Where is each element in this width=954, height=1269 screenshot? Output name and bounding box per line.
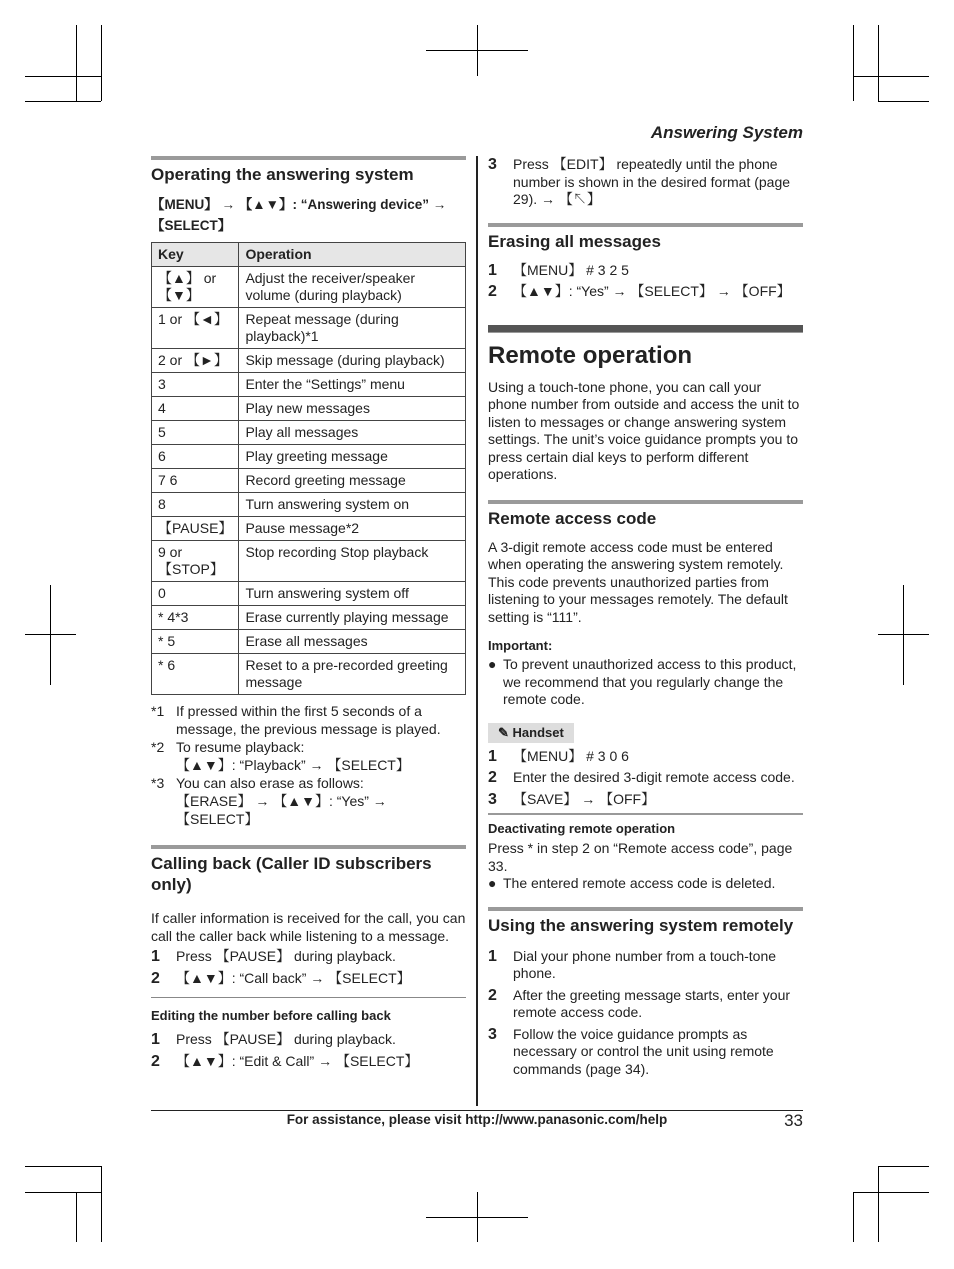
table-row (152, 308, 466, 349)
table-cell-key: 8 (152, 493, 239, 517)
table-cell-key: 1 or 【◄】 (152, 308, 239, 349)
table-cell-operation: Stop recording Stop playback (239, 541, 466, 582)
callback-intro: If caller information is received for the call, you can call the caller back while listening to a message. (151, 910, 466, 944)
step-number: 3 (488, 156, 497, 173)
deactivate-body: Press * in step 2 on “Remote access code”, page 33. (488, 840, 793, 874)
chapter-bar (488, 325, 803, 333)
section-bar (488, 500, 803, 504)
footnote-mark: *1 (151, 703, 165, 719)
important-label: Important: (488, 638, 553, 653)
subsection-rule (488, 813, 803, 815)
handset-tag (488, 723, 574, 743)
step-text: 【SAVE】 → 【OFF】 (513, 790, 656, 807)
bullet-text: The entered remote access code is deleted. (503, 875, 776, 891)
footnote (151, 774, 466, 792)
step-item (151, 1053, 466, 1071)
table-row (152, 654, 466, 695)
footnote-mark: *3 (151, 775, 165, 791)
table-row (152, 373, 466, 397)
code-body: A 3-digit remote access code must be entered when operating the answering system remotely. This code prevents unauthorized parties from listening to your messages remotely. The default setting is “111”. (488, 538, 788, 625)
step-item (488, 283, 803, 301)
table-header-key: Key (152, 243, 239, 267)
table-row (152, 606, 466, 630)
footnote-text: To resume playback: (176, 739, 305, 755)
step-text: Enter the desired 3-digit remote access code. (513, 769, 795, 785)
step-item (151, 948, 466, 966)
edit-step-3 (488, 156, 803, 209)
footer-rule (151, 1110, 803, 1111)
table-cell-operation: Play new messages (239, 397, 466, 421)
remote-intro: Using a touch-tone phone, you can call your phone number from outside and access the unit to listen to messages or change answering system settings. The unit’s voice guidance prompts you to press certain dial keys to perform different operations. (488, 378, 800, 482)
footer-text: For assistance, please visit http://www.panasonic.com/help (286, 1112, 668, 1127)
table-row (152, 493, 466, 517)
table-row (152, 397, 466, 421)
column-divider (476, 156, 478, 1106)
table-cell-key: 2 or 【►】 (152, 349, 239, 373)
table-row (152, 421, 466, 445)
step-item (488, 791, 803, 809)
subsection-title-edit: Editing the number before calling back (151, 1008, 391, 1023)
pencil-icon: ✎ (498, 724, 509, 740)
section-bar (488, 907, 803, 911)
menu-path-line: 【MENU】 → 【▲▼】: “Answering device” → (151, 197, 447, 212)
footnotes (151, 702, 466, 828)
running-header: Answering System (650, 123, 803, 142)
step-text: 【▲▼】: “Edit & Call” → 【SELECT】 (176, 1052, 419, 1069)
step-number: 1 (488, 947, 497, 965)
step-number: 2 (488, 769, 497, 786)
left-column (151, 156, 466, 1074)
table-cell-operation: Erase all messages (239, 630, 466, 654)
table-cell-operation: Turn answering system on (239, 493, 466, 517)
step-number: 2 (488, 283, 497, 300)
step-item (488, 987, 803, 1022)
table-row (152, 349, 466, 373)
table-cell-operation: Reset to a pre-recorded greeting message (239, 654, 466, 695)
step-item (488, 948, 803, 983)
footnote (151, 756, 466, 774)
table-row (152, 267, 466, 308)
menu-path (151, 194, 466, 236)
section-title-operating: Operating the answering system (151, 165, 414, 184)
table-cell-operation: Erase currently playing message (239, 606, 466, 630)
table-cell-operation: Record greeting message (239, 469, 466, 493)
step-number: 2 (488, 986, 497, 1004)
table-cell-operation: Pause message*2 (239, 517, 466, 541)
page-number: 33 (784, 1111, 803, 1130)
step-text: Follow the voice guidance prompts as necessary or control the unit using remote commands (page 34). (513, 1025, 774, 1077)
step-number: 3 (488, 1025, 497, 1043)
step-number: 2 (151, 969, 160, 987)
handset-tag-label: Handset (512, 724, 564, 740)
footnote (151, 738, 466, 756)
footnote-text: You can also erase as follows: (176, 775, 364, 791)
table-cell-key: 【PAUSE】 (152, 517, 239, 541)
table-cell-operation: Adjust the receiver/speaker volume (during playback) (239, 267, 466, 308)
table-cell-key: 0 (152, 582, 239, 606)
step-item (488, 1026, 803, 1079)
table-cell-operation: Turn answering system off (239, 582, 466, 606)
bullet-icon: ● (488, 656, 497, 672)
table-row (152, 630, 466, 654)
step-text: Press 【PAUSE】 during playback. (176, 948, 396, 964)
step-item (151, 1031, 466, 1049)
code-steps (488, 748, 803, 809)
table-header-operation: Operation (239, 243, 466, 267)
step-item (488, 748, 803, 766)
chapter-title: Remote operation (488, 341, 693, 369)
section-title-using: Using the answering system remotely (488, 915, 794, 935)
step-item (488, 262, 803, 280)
table-row (152, 582, 466, 606)
table-cell-key: 【▲】 or 【▼】 (152, 267, 239, 308)
right-column (488, 156, 803, 1082)
table-row (152, 469, 466, 493)
step-number: 2 (151, 1052, 160, 1070)
section-title-callback: Calling back (Caller ID subscribers only) (151, 854, 432, 894)
table-cell-key: * 6 (152, 654, 239, 695)
erase-steps (488, 262, 803, 301)
bullet-icon: ● (488, 875, 497, 891)
footnote-mark: *2 (151, 739, 165, 755)
table-row (152, 541, 466, 582)
subsection-title-deactivate: Deactivating remote operation (488, 821, 676, 836)
bullet-text: To prevent unauthorized access to this product, we recommend that you regularly change the remote code. (503, 656, 797, 707)
step-item (151, 970, 466, 988)
footnote-mark (151, 756, 176, 774)
edit-steps (151, 1031, 466, 1070)
table-cell-key: * 5 (152, 630, 239, 654)
footnote-text: 【ERASE】 → 【▲▼】: “Yes” → 【SELECT】 (176, 793, 387, 827)
deactivate-bullet (488, 875, 803, 893)
table-cell-operation: Enter the “Settings” menu (239, 373, 466, 397)
table-cell-key: 5 (152, 421, 239, 445)
step-number: 1 (488, 261, 497, 279)
step-text: After the greeting message starts, enter your remote access code. (513, 986, 791, 1020)
step-number: 1 (151, 1031, 160, 1048)
step-text: Press 【EDIT】 repeatedly until the phone number is shown in the desired format (page 29). → 【↖】 (513, 156, 791, 207)
using-steps (488, 948, 803, 1079)
table-cell-operation: Play all messages (239, 421, 466, 445)
table-cell-operation: Repeat message (during playback)*1 (239, 308, 466, 349)
table-cell-operation: Skip message (during playback) (239, 349, 466, 373)
table-cell-key: 4 (152, 397, 239, 421)
table-cell-key: 6 (152, 445, 239, 469)
table-cell-key: 7 6 (152, 469, 239, 493)
step-text: 【▲▼】: “Call back” → 【SELECT】 (176, 969, 411, 986)
footnote (151, 792, 466, 828)
footnote-text: If pressed within the first 5 seconds of a message, the previous message is played. (176, 703, 441, 737)
important-bullet (488, 656, 803, 709)
step-text: 【MENU】 # 3 2 5 (513, 261, 629, 278)
footnote-text: 【▲▼】: “Playback” → 【SELECT】 (176, 757, 410, 773)
section-title-erasing: Erasing all messages (488, 231, 661, 251)
footnote-mark (151, 792, 176, 828)
step-text: Press 【PAUSE】 during playback. (176, 1031, 396, 1047)
table-cell-key: 9 or 【STOP】 (152, 541, 239, 582)
table-cell-operation: Play greeting message (239, 445, 466, 469)
step-number: 1 (151, 948, 160, 965)
section-bar (151, 845, 466, 849)
step-item (488, 769, 803, 787)
table-cell-key: * 4*3 (152, 606, 239, 630)
operation-table (151, 242, 466, 695)
step-text: 【MENU】 # 3 0 6 (513, 747, 629, 764)
section-title-code: Remote access code (488, 508, 657, 528)
step-text: Dial your phone number from a touch-tone phone. (513, 947, 777, 981)
step-number: 1 (488, 747, 497, 765)
step-number: 3 (488, 790, 497, 808)
table-row (152, 445, 466, 469)
table-row (152, 517, 466, 541)
callback-steps (151, 948, 466, 987)
section-bar (488, 223, 803, 227)
section-bar (151, 156, 466, 160)
menu-path-line: 【SELECT】 (151, 218, 232, 233)
step-text: 【▲▼】: “Yes” → 【SELECT】 → 【OFF】 (513, 283, 791, 299)
footnote (151, 702, 466, 738)
table-cell-key: 3 (152, 373, 239, 397)
subsection-rule (151, 997, 466, 998)
